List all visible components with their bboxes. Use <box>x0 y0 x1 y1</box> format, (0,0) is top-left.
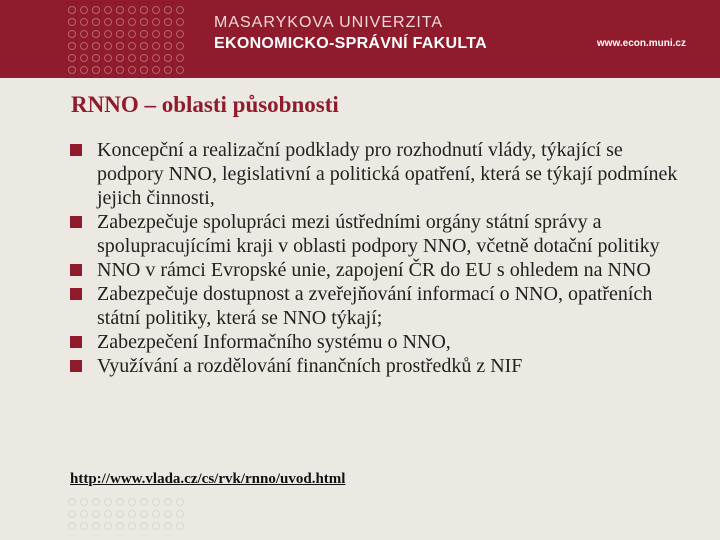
decorative-dot <box>80 66 88 74</box>
bullet-text: Zabezpečuje spolupráci mezi ústředními orgány státní správy a spolupracujícími kraji v oblasti podpory NNO, včetně dotační politiky <box>97 211 660 257</box>
decorative-dot <box>116 54 124 62</box>
bullet-item <box>70 354 685 378</box>
decorative-dot <box>80 6 88 14</box>
decorative-dot <box>68 66 76 74</box>
decorative-dot <box>152 498 160 506</box>
decorative-dot <box>128 6 136 14</box>
decorative-dot <box>104 522 112 530</box>
bullet-text: Zabezpečení Informačního systému o NNO, <box>97 331 451 353</box>
decorative-dot <box>80 30 88 38</box>
decorative-dot <box>92 522 100 530</box>
decorative-dot <box>164 42 172 50</box>
decorative-dot <box>140 42 148 50</box>
decorative-dot <box>68 6 76 14</box>
decorative-dot <box>140 6 148 14</box>
decorative-dot <box>140 18 148 26</box>
bullet-text: Koncepční a realizační podklady pro rozhodnutí vlády, týkající se podpory NNO, legislativní a politická opatření, která se týkají podmínek jejich činnosti, <box>97 139 678 209</box>
decorative-dot <box>152 54 160 62</box>
bullet-square-icon <box>70 264 82 276</box>
decorative-dot <box>92 498 100 506</box>
decorative-dot <box>164 510 172 518</box>
decorative-dot <box>116 498 124 506</box>
decorative-dot <box>116 510 124 518</box>
decorative-dot <box>116 18 124 26</box>
decorative-dot <box>68 498 76 506</box>
decorative-dot <box>128 522 136 530</box>
decorative-dot <box>140 498 148 506</box>
decorative-dot <box>128 66 136 74</box>
decorative-dot <box>92 18 100 26</box>
decorative-dot <box>116 66 124 74</box>
bullet-list <box>70 138 685 378</box>
decorative-dot <box>80 498 88 506</box>
decorative-dot <box>116 30 124 38</box>
source-link[interactable]: http://www.vlada.cz/cs/rvk/rnno/uvod.html <box>70 471 346 487</box>
decorative-dot <box>164 30 172 38</box>
decorative-dot <box>152 6 160 14</box>
decorative-dot <box>128 42 136 50</box>
decorative-dot <box>164 54 172 62</box>
decorative-dot <box>68 54 76 62</box>
decorative-dot <box>104 66 112 74</box>
decorative-dot <box>80 18 88 26</box>
decorative-dot <box>92 66 100 74</box>
decorative-dot <box>128 510 136 518</box>
bullet-square-icon <box>70 288 82 300</box>
decorative-dot <box>176 42 184 50</box>
decorative-dot <box>164 66 172 74</box>
decorative-dot <box>140 510 148 518</box>
decorative-dot <box>176 30 184 38</box>
decorative-dot <box>140 66 148 74</box>
decorative-dot <box>68 30 76 38</box>
decorative-dot <box>68 522 76 530</box>
bullet-item <box>70 138 685 210</box>
decorative-dot <box>92 42 100 50</box>
decorative-dot <box>152 66 160 74</box>
decorative-dot <box>128 498 136 506</box>
bullet-square-icon <box>70 144 82 156</box>
decorative-dot <box>152 30 160 38</box>
bullet-text: Využívání a rozdělování finančních prostředků z NIF <box>97 355 523 377</box>
bullet-item <box>70 282 685 330</box>
decorative-dot <box>104 6 112 14</box>
decorative-dot <box>176 510 184 518</box>
decorative-dot <box>92 54 100 62</box>
decorative-dot <box>152 18 160 26</box>
decorative-dot <box>92 30 100 38</box>
decorative-dot <box>116 42 124 50</box>
decorative-dot <box>104 30 112 38</box>
decorative-dot <box>128 18 136 26</box>
decorative-dot <box>176 66 184 74</box>
decorative-dot <box>116 522 124 530</box>
bullet-item <box>70 210 685 258</box>
decorative-dot <box>92 6 100 14</box>
decorative-dot <box>104 510 112 518</box>
decorative-dot <box>68 510 76 518</box>
header-bar <box>0 0 720 78</box>
faculty-name: EKONOMICKO-SPRÁVNÍ FAKULTA <box>214 35 487 52</box>
decorative-dot <box>68 18 76 26</box>
decorative-dot <box>80 42 88 50</box>
decorative-dot <box>140 522 148 530</box>
decorative-dot <box>164 522 172 530</box>
decorative-dot <box>92 510 100 518</box>
decorative-dot <box>176 522 184 530</box>
decorative-dot <box>128 30 136 38</box>
decorative-dot <box>164 18 172 26</box>
decorative-dot <box>152 522 160 530</box>
footer-dot-pattern <box>66 496 190 540</box>
decorative-dot <box>80 54 88 62</box>
bullet-item <box>70 330 685 354</box>
bullet-text: Zabezpečuje dostupnost a zveřejňování informací o NNO, opatřeních státní politiky, která se NNO týkají; <box>97 283 653 329</box>
bullet-item <box>70 258 685 282</box>
bullet-text: NNO v rámci Evropské unie, zapojení ČR do EU s ohledem na NNO <box>97 259 651 281</box>
bullet-square-icon <box>70 216 82 228</box>
decorative-dot <box>176 498 184 506</box>
decorative-dot <box>80 510 88 518</box>
decorative-dot <box>164 6 172 14</box>
decorative-dot <box>176 6 184 14</box>
decorative-dot <box>176 18 184 26</box>
university-name: MASARYKOVA UNIVERZITA <box>214 14 444 31</box>
bullet-square-icon <box>70 360 82 372</box>
decorative-dot <box>128 54 136 62</box>
slide-title: RNNO – oblasti působnosti <box>71 92 339 117</box>
logo-dot-pattern <box>66 4 190 76</box>
decorative-dot <box>104 42 112 50</box>
decorative-dot <box>80 522 88 530</box>
decorative-dot <box>176 54 184 62</box>
decorative-dot <box>152 510 160 518</box>
website-label: www.econ.muni.cz <box>596 38 686 49</box>
decorative-dot <box>116 6 124 14</box>
decorative-dot <box>140 30 148 38</box>
decorative-dot <box>164 498 172 506</box>
decorative-dot <box>140 54 148 62</box>
decorative-dot <box>68 42 76 50</box>
decorative-dot <box>104 498 112 506</box>
decorative-dot <box>152 42 160 50</box>
decorative-dot <box>104 18 112 26</box>
decorative-dot <box>104 54 112 62</box>
bullet-square-icon <box>70 336 82 348</box>
